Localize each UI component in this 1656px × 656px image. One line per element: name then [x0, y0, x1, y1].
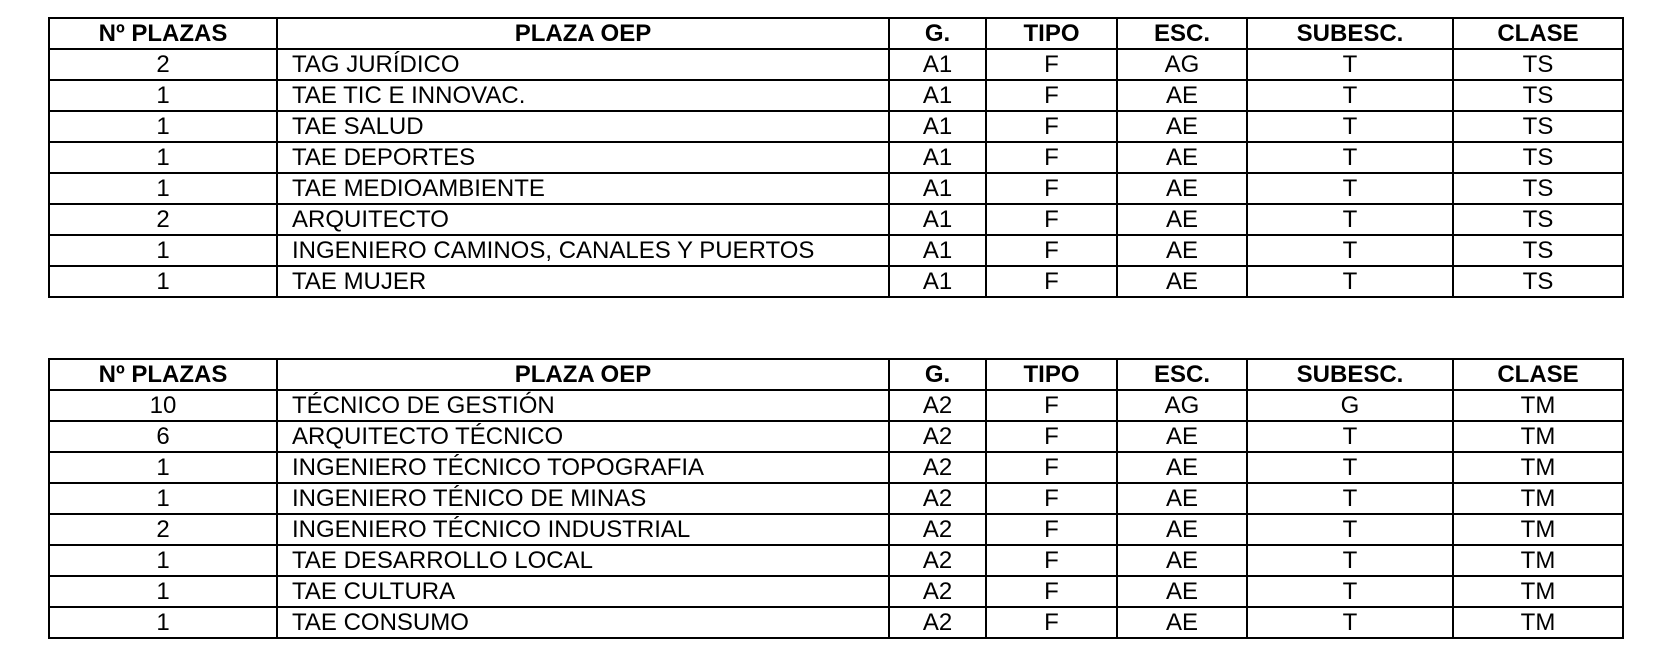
cell-plaza-oep: ARQUITECTO TÉCNICO	[277, 421, 889, 452]
cell-escala: AE	[1117, 607, 1247, 638]
cell-escala: AE	[1117, 266, 1247, 297]
cell-subescala: T	[1247, 545, 1453, 576]
cell-subescala: T	[1247, 452, 1453, 483]
cell-plaza-oep: TAE CONSUMO	[277, 607, 889, 638]
cell-escala: AE	[1117, 235, 1247, 266]
cell-clase: TM	[1453, 483, 1623, 514]
cell-grupo: A1	[889, 235, 986, 266]
cell-clase: TM	[1453, 545, 1623, 576]
cell-tipo: F	[986, 514, 1117, 545]
cell-escala: AE	[1117, 173, 1247, 204]
plazas-table-a1	[48, 17, 1624, 298]
col-header-n-plazas: Nº PLAZAS	[49, 18, 277, 49]
table-row	[49, 266, 1623, 297]
table-row	[49, 607, 1623, 638]
cell-subescala: T	[1247, 80, 1453, 111]
cell-grupo: A2	[889, 390, 986, 421]
cell-n-plazas: 1	[49, 142, 277, 173]
col-header-grupo: G.	[889, 18, 986, 49]
plazas-table-a2	[48, 358, 1624, 639]
cell-subescala: T	[1247, 266, 1453, 297]
cell-escala: AE	[1117, 452, 1247, 483]
table-row	[49, 576, 1623, 607]
cell-grupo: A1	[889, 173, 986, 204]
table-row	[49, 111, 1623, 142]
cell-clase: TS	[1453, 80, 1623, 111]
cell-clase: TM	[1453, 452, 1623, 483]
table-row	[49, 421, 1623, 452]
table-row	[49, 452, 1623, 483]
cell-escala: AE	[1117, 142, 1247, 173]
cell-clase: TS	[1453, 266, 1623, 297]
cell-n-plazas: 1	[49, 111, 277, 142]
cell-grupo: A1	[889, 204, 986, 235]
cell-grupo: A2	[889, 514, 986, 545]
cell-n-plazas: 2	[49, 49, 277, 80]
cell-grupo: A2	[889, 483, 986, 514]
cell-subescala: T	[1247, 421, 1453, 452]
cell-plaza-oep: INGENIERO CAMINOS, CANALES Y PUERTOS	[277, 235, 889, 266]
cell-tipo: F	[986, 545, 1117, 576]
cell-tipo: F	[986, 111, 1117, 142]
table-row	[49, 173, 1623, 204]
table-body	[49, 49, 1623, 297]
cell-grupo: A1	[889, 49, 986, 80]
col-header-escala: ESC.	[1117, 359, 1247, 390]
cell-tipo: F	[986, 452, 1117, 483]
col-header-plaza-oep: PLAZA OEP	[277, 359, 889, 390]
cell-clase: TS	[1453, 49, 1623, 80]
cell-escala: AE	[1117, 111, 1247, 142]
cell-n-plazas: 1	[49, 80, 277, 111]
cell-clase: TS	[1453, 173, 1623, 204]
cell-escala: AG	[1117, 390, 1247, 421]
cell-grupo: A2	[889, 421, 986, 452]
cell-plaza-oep: TAE MUJER	[277, 266, 889, 297]
cell-n-plazas: 2	[49, 514, 277, 545]
cell-escala: AE	[1117, 545, 1247, 576]
cell-tipo: F	[986, 204, 1117, 235]
cell-escala: AE	[1117, 80, 1247, 111]
cell-clase: TS	[1453, 111, 1623, 142]
cell-grupo: A1	[889, 80, 986, 111]
cell-plaza-oep: TAE DESARROLLO LOCAL	[277, 545, 889, 576]
col-header-subescala: SUBESC.	[1247, 18, 1453, 49]
col-header-n-plazas: Nº PLAZAS	[49, 359, 277, 390]
cell-clase: TS	[1453, 142, 1623, 173]
cell-tipo: F	[986, 483, 1117, 514]
cell-n-plazas: 1	[49, 266, 277, 297]
cell-tipo: F	[986, 49, 1117, 80]
cell-tipo: F	[986, 173, 1117, 204]
cell-subescala: T	[1247, 173, 1453, 204]
cell-escala: AE	[1117, 421, 1247, 452]
cell-tipo: F	[986, 235, 1117, 266]
cell-n-plazas: 1	[49, 545, 277, 576]
cell-plaza-oep: INGENIERO TÉNICO DE MINAS	[277, 483, 889, 514]
cell-plaza-oep: ARQUITECTO	[277, 204, 889, 235]
cell-plaza-oep: TAG JURÍDICO	[277, 49, 889, 80]
cell-grupo: A2	[889, 545, 986, 576]
cell-tipo: F	[986, 266, 1117, 297]
cell-n-plazas: 6	[49, 421, 277, 452]
cell-tipo: F	[986, 390, 1117, 421]
col-header-grupo: G.	[889, 359, 986, 390]
table-body	[49, 390, 1623, 638]
cell-grupo: A2	[889, 607, 986, 638]
table-row	[49, 514, 1623, 545]
cell-subescala: T	[1247, 483, 1453, 514]
cell-n-plazas: 10	[49, 390, 277, 421]
cell-tipo: F	[986, 142, 1117, 173]
table-row	[49, 545, 1623, 576]
cell-n-plazas: 1	[49, 173, 277, 204]
cell-n-plazas: 1	[49, 452, 277, 483]
cell-clase: TM	[1453, 514, 1623, 545]
cell-clase: TM	[1453, 576, 1623, 607]
col-header-escala: ESC.	[1117, 18, 1247, 49]
cell-plaza-oep: INGENIERO TÉCNICO INDUSTRIAL	[277, 514, 889, 545]
col-header-subescala: SUBESC.	[1247, 359, 1453, 390]
cell-grupo: A1	[889, 142, 986, 173]
cell-subescala: T	[1247, 204, 1453, 235]
cell-n-plazas: 1	[49, 607, 277, 638]
col-header-plaza-oep: PLAZA OEP	[277, 18, 889, 49]
table-row	[49, 390, 1623, 421]
cell-plaza-oep: TAE CULTURA	[277, 576, 889, 607]
cell-plaza-oep: INGENIERO TÉCNICO TOPOGRAFIA	[277, 452, 889, 483]
cell-n-plazas: 1	[49, 576, 277, 607]
cell-plaza-oep: TÉCNICO DE GESTIÓN	[277, 390, 889, 421]
table-header-row	[49, 359, 1623, 390]
cell-grupo: A2	[889, 452, 986, 483]
cell-tipo: F	[986, 607, 1117, 638]
cell-escala: AG	[1117, 49, 1247, 80]
cell-clase: TS	[1453, 235, 1623, 266]
cell-escala: AE	[1117, 483, 1247, 514]
cell-subescala: G	[1247, 390, 1453, 421]
cell-n-plazas: 1	[49, 483, 277, 514]
cell-escala: AE	[1117, 204, 1247, 235]
table-row	[49, 235, 1623, 266]
col-header-tipo: TIPO	[986, 18, 1117, 49]
cell-subescala: T	[1247, 111, 1453, 142]
cell-escala: AE	[1117, 514, 1247, 545]
table-row	[49, 204, 1623, 235]
cell-subescala: T	[1247, 142, 1453, 173]
cell-escala: AE	[1117, 576, 1247, 607]
col-header-tipo: TIPO	[986, 359, 1117, 390]
cell-subescala: T	[1247, 49, 1453, 80]
cell-clase: TM	[1453, 421, 1623, 452]
table-row	[49, 142, 1623, 173]
cell-tipo: F	[986, 80, 1117, 111]
cell-subescala: T	[1247, 514, 1453, 545]
cell-tipo: F	[986, 576, 1117, 607]
cell-n-plazas: 2	[49, 204, 277, 235]
cell-plaza-oep: TAE SALUD	[277, 111, 889, 142]
table-header-row	[49, 18, 1623, 49]
cell-clase: TS	[1453, 204, 1623, 235]
cell-grupo: A2	[889, 576, 986, 607]
table-row	[49, 483, 1623, 514]
cell-clase: TM	[1453, 390, 1623, 421]
cell-grupo: A1	[889, 266, 986, 297]
cell-tipo: F	[986, 421, 1117, 452]
cell-clase: TM	[1453, 607, 1623, 638]
col-header-clase: CLASE	[1453, 18, 1623, 49]
table-row	[49, 80, 1623, 111]
col-header-clase: CLASE	[1453, 359, 1623, 390]
cell-plaza-oep: TAE DEPORTES	[277, 142, 889, 173]
cell-plaza-oep: TAE MEDIOAMBIENTE	[277, 173, 889, 204]
cell-subescala: T	[1247, 235, 1453, 266]
cell-n-plazas: 1	[49, 235, 277, 266]
cell-subescala: T	[1247, 607, 1453, 638]
cell-grupo: A1	[889, 111, 986, 142]
cell-subescala: T	[1247, 576, 1453, 607]
table-row	[49, 49, 1623, 80]
cell-plaza-oep: TAE TIC E INNOVAC.	[277, 80, 889, 111]
